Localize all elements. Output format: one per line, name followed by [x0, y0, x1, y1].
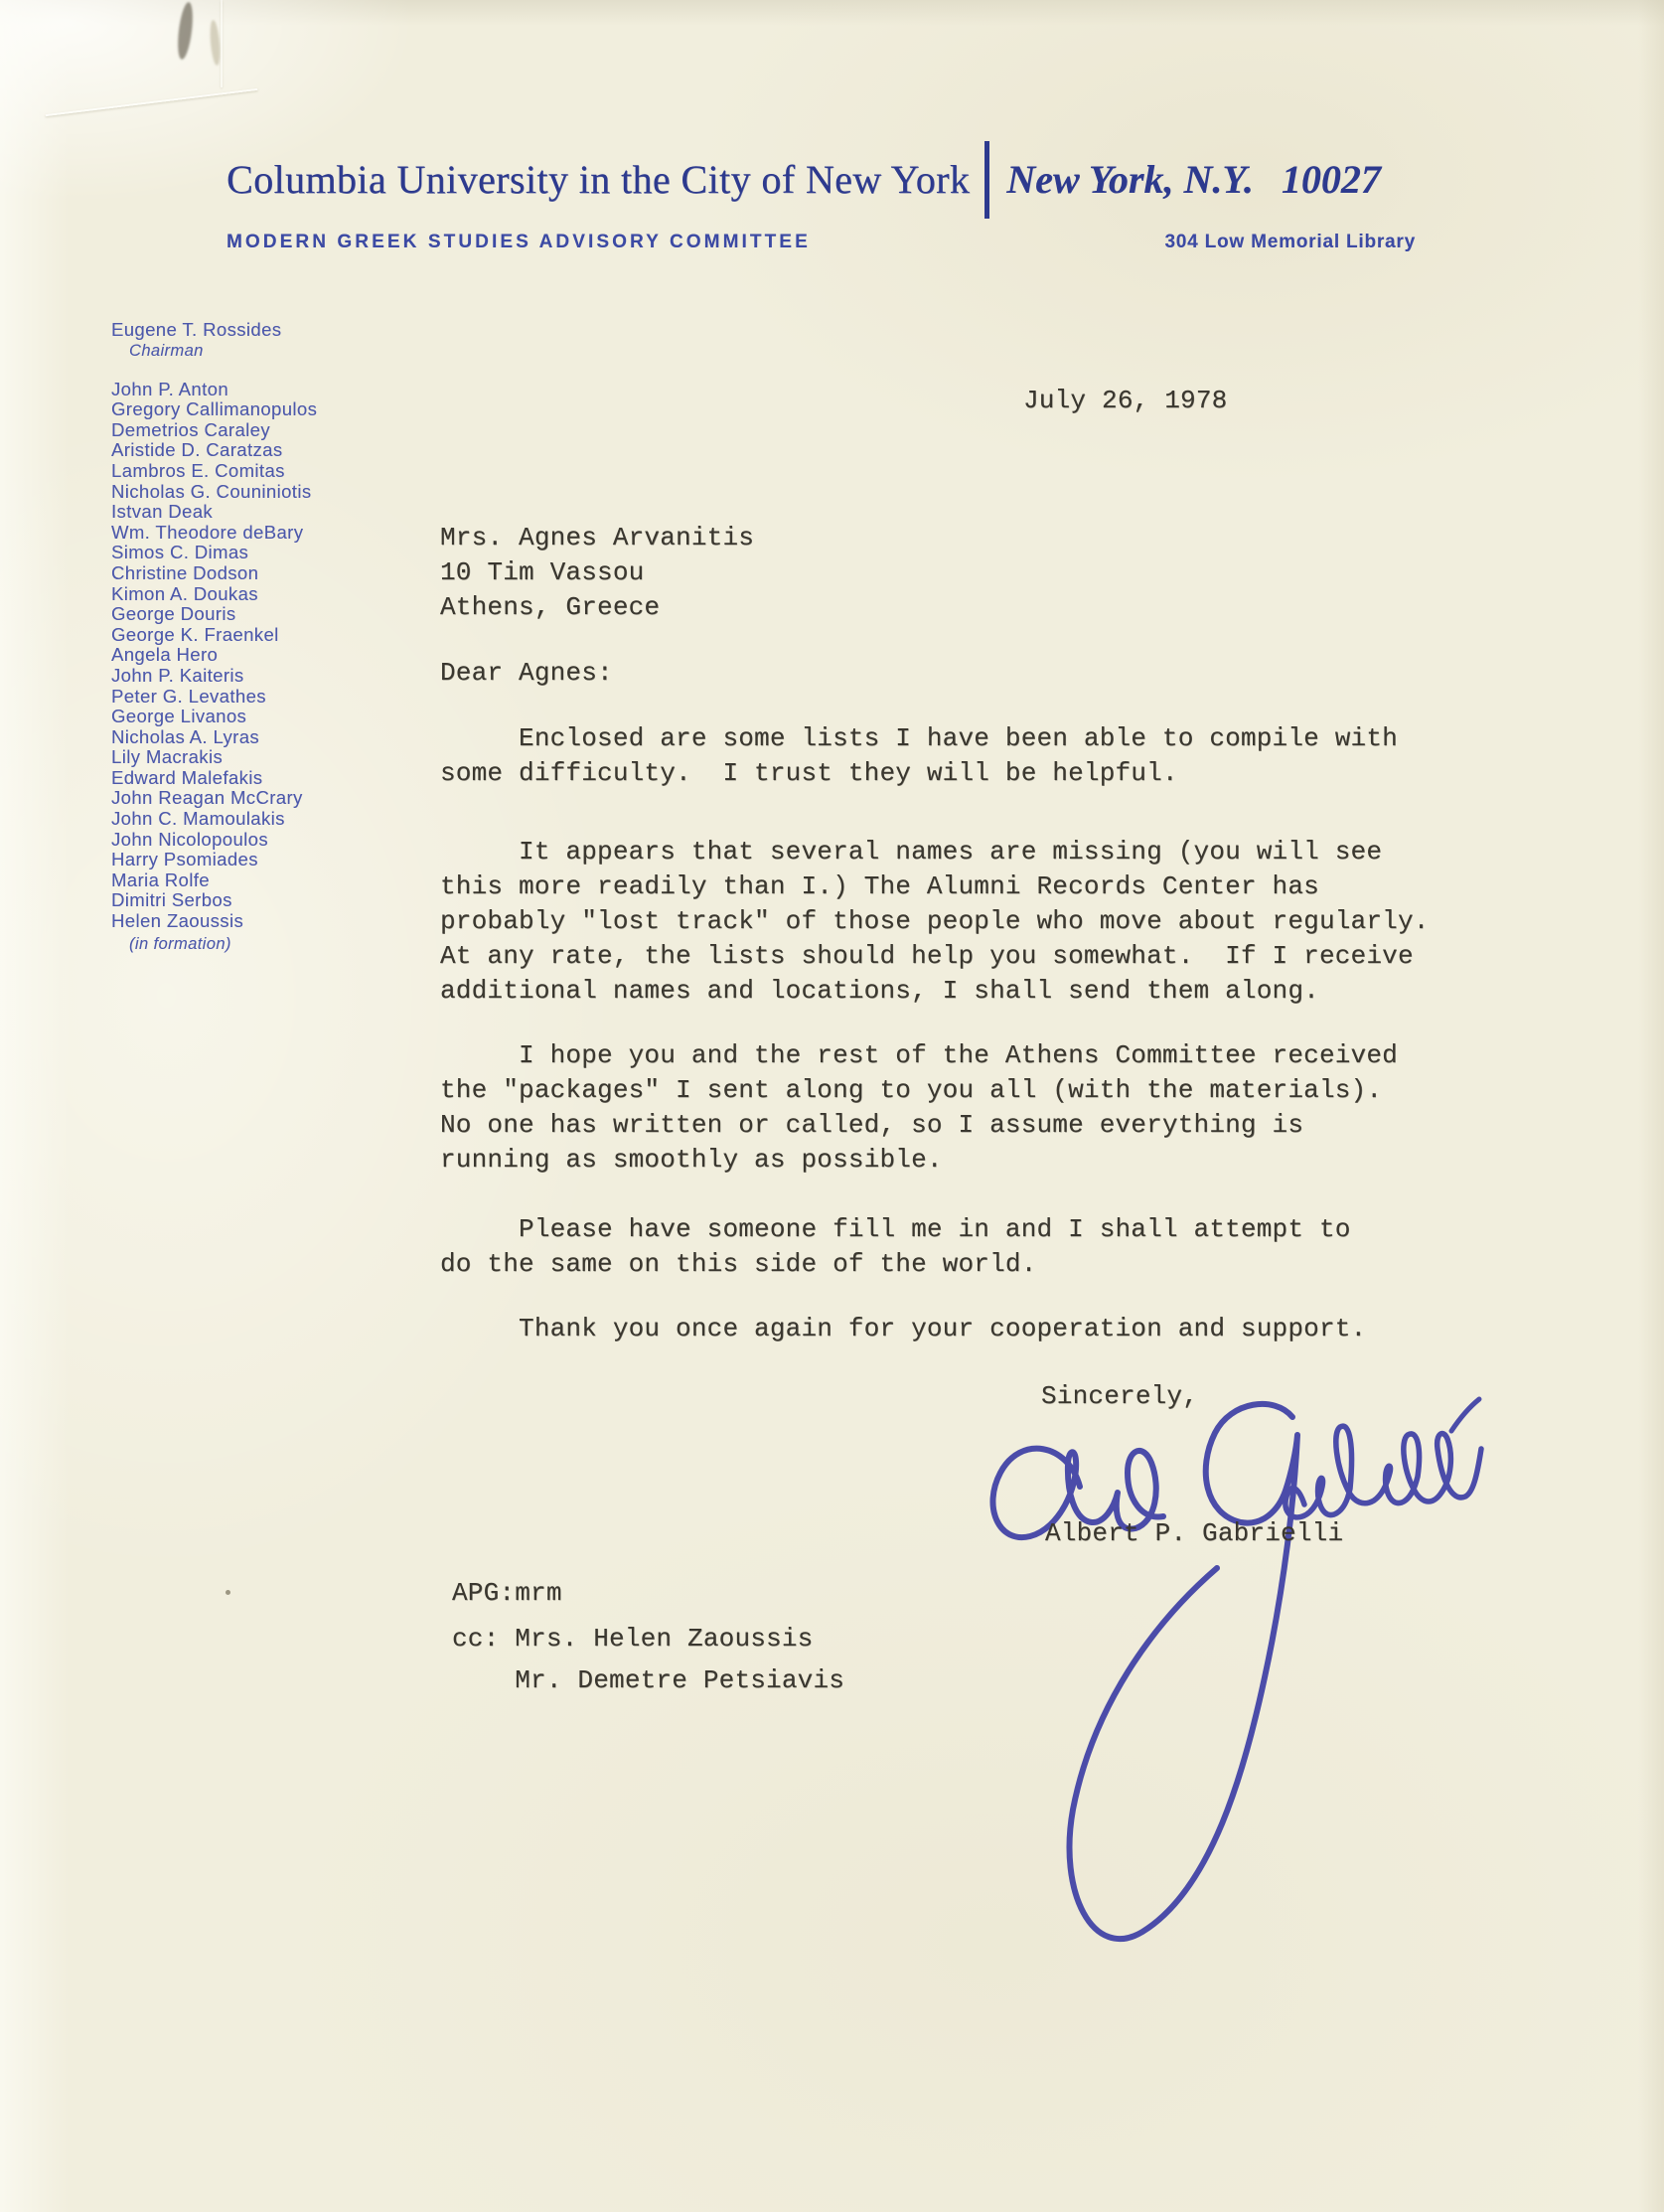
member-name: Edward Malefakis: [111, 766, 263, 788]
staple-smudge: [176, 1, 196, 60]
divider-bar: [984, 141, 989, 219]
text-line: I hope you and the rest of the Athens Committee received: [440, 1040, 1398, 1070]
member-name: Kimon A. Doukas: [111, 582, 258, 604]
paragraph-1: [440, 721, 1398, 791]
text-line: It appears that several names are missing (you will see: [440, 837, 1383, 867]
text-line: probably "lost track" of those people who move about regularly.: [440, 906, 1430, 936]
paragraph-4: [440, 1212, 1351, 1282]
reference-initials: APG:mrm: [452, 1578, 562, 1608]
member-name: Harry Psomiades: [111, 849, 258, 870]
member-name: Peter G. Levathes: [111, 685, 266, 707]
member-name: John P. Kaiteris: [111, 664, 244, 686]
member-name: John P. Anton: [111, 378, 229, 399]
member-name: Simos C. Dimas: [111, 542, 249, 563]
member-name: Nicholas G. Couniniotis: [111, 480, 312, 502]
closing: Sincerely,: [1041, 1381, 1199, 1411]
address-line: Mrs. Agnes Arvanitis: [440, 523, 755, 553]
university-name: Columbia University in the City of New York: [227, 157, 971, 202]
roster-note: (in formation): [129, 934, 231, 953]
member-name: Lambros E. Comitas: [111, 459, 285, 481]
recipient-address: [440, 521, 754, 625]
paragraph-3: [440, 1038, 1398, 1178]
cc-line: Mr. Demetre Petsiavis: [452, 1665, 845, 1695]
text-line: Please have someone fill me in and I shall attempt to: [440, 1214, 1351, 1244]
zip-code: 10027: [1281, 157, 1381, 202]
member-list: [111, 380, 439, 932]
signature-ink: [909, 1387, 1485, 1974]
text-line: the "packages" I sent along to you all (with the materials).: [440, 1075, 1383, 1105]
letterhead-address: 304 Low Memorial Library: [1164, 232, 1416, 252]
chairman-title: Chairman: [129, 341, 204, 360]
text-line: No one has written or called, so I assume everything is: [440, 1110, 1304, 1140]
text-line: this more readily than I.) The Alumni Records Center has: [440, 871, 1319, 901]
member-name: Dimitri Serbos: [111, 889, 232, 911]
member-name: Lily Macrakis: [111, 746, 224, 768]
member-name: George K. Fraenkel: [111, 623, 279, 645]
chairman-name: Eugene T. Rossides: [111, 319, 282, 340]
university-location: [1006, 150, 1381, 210]
text-line: running as smoothly as possible.: [440, 1145, 943, 1175]
address-line: Athens, Greece: [440, 592, 661, 622]
text-line: Thank you once again for your cooperation and support.: [440, 1314, 1367, 1343]
cc-block: [452, 1618, 844, 1701]
text-line: some difficulty. I trust they will be helpful.: [440, 758, 1178, 788]
member-name: Angela Hero: [111, 644, 219, 666]
paragraph-2: [440, 835, 1430, 1009]
text-line: additional names and locations, I shall send them along.: [440, 976, 1319, 1006]
committee-title: MODERN GREEK STUDIES ADVISORY COMMITTEE: [227, 232, 811, 252]
member-name: Aristide D. Caratzas: [111, 439, 283, 461]
member-name: Wm. Theodore deBary: [111, 521, 304, 543]
salutation: Dear Agnes:: [440, 658, 613, 688]
member-name: Gregory Callimanopulos: [111, 398, 318, 420]
member-name: John C. Mamoulakis: [111, 808, 285, 830]
member-name: George Douris: [111, 603, 236, 625]
city-text: New York, N.Y.: [1006, 157, 1254, 202]
paragraph-5: [440, 1312, 1366, 1346]
cc-line: cc: Mrs. Helen Zaoussis: [452, 1624, 814, 1654]
paper-crease-vertical: [221, 0, 223, 87]
signature-typed-name: Albert P. Gabrielli: [1045, 1518, 1344, 1548]
member-name: Maria Rolfe: [111, 869, 210, 890]
member-name: Demetrios Caraley: [111, 418, 270, 440]
text-line: At any rate, the lists should help you somewhat. If I receive: [440, 941, 1414, 971]
member-name: Helen Zaoussis: [111, 910, 244, 932]
text-line: Enclosed are some lists I have been able to compile with: [440, 723, 1398, 753]
member-name: George Livanos: [111, 706, 247, 727]
letterhead: [227, 141, 1381, 219]
text-line: do the same on this side of the world.: [440, 1249, 1037, 1279]
letter-date: July 26, 1978: [1023, 386, 1228, 415]
member-name: Christine Dodson: [111, 561, 259, 583]
member-name: John Nicolopoulos: [111, 828, 268, 850]
paper-crease: [46, 88, 258, 116]
stray-ink-dot: [226, 1590, 230, 1595]
committee-roster: [111, 320, 439, 954]
member-name: Istvan Deak: [111, 501, 214, 523]
member-name: John Reagan McCrary: [111, 787, 303, 809]
member-name: Nicholas A. Lyras: [111, 725, 260, 747]
address-line: 10 Tim Vassou: [440, 557, 645, 587]
